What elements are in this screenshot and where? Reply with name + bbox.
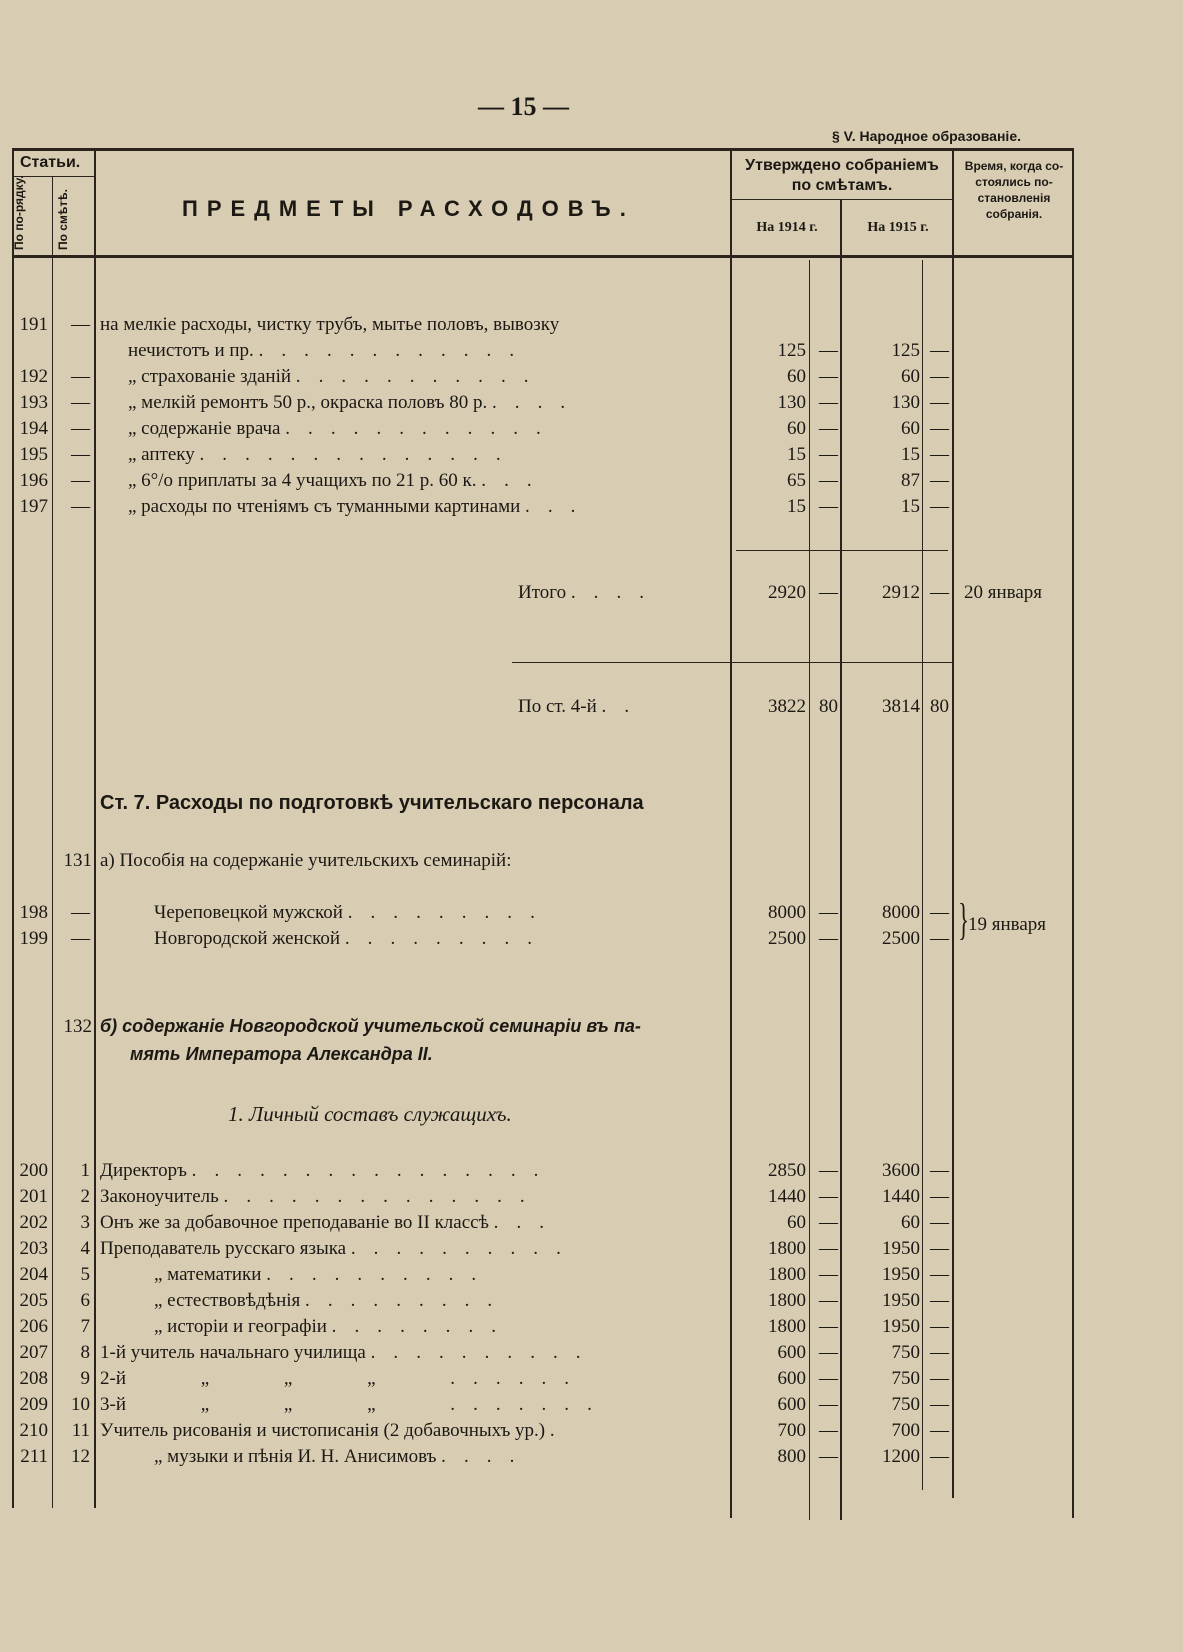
row-k1914: — [819, 1446, 838, 1467]
row-k1914: — [819, 418, 838, 439]
row-k1914: — [819, 1342, 838, 1363]
row-text-label: „ математики [154, 1264, 262, 1285]
po-st-label: По ст. 4-й . . [518, 696, 636, 717]
row-v1915: 1950 [882, 1290, 920, 1311]
row-text: 2-й „ „ „ . . . . . . [100, 1368, 576, 1389]
itogo-k1915: — [930, 582, 949, 603]
row-k1914: — [819, 1160, 838, 1181]
sub-b-line1: б) содержаніе Новгородской учительской семинаріи въ па- [100, 1016, 641, 1036]
col-rule-1914 [840, 199, 842, 1520]
row-text-label: „ 6°/о приплаты за 4 учащихъ по 21 р. 60 к. [128, 470, 477, 491]
row-k1915: — [930, 340, 949, 361]
row-v1914: 600 [777, 1368, 806, 1389]
row-line1: на мелкіе расходы, чистку трубъ, мытье половъ, вывозку [100, 314, 560, 335]
row-v1914: 600 [777, 1342, 806, 1363]
itogo-rule [736, 550, 948, 551]
row-v1914: 1800 [768, 1238, 806, 1259]
row-v1915: 1950 [882, 1316, 920, 1337]
row-text: „ аптеку . . . . . . . . . . . . . . [128, 444, 508, 465]
row-smeta: — [71, 366, 90, 387]
row-no: 192 [19, 366, 48, 387]
row-k1915: — [930, 1446, 949, 1467]
row-no: 201 [19, 1186, 48, 1207]
row-text-label: „ музыки и пѣнія И. Н. Анисимовъ [154, 1446, 437, 1467]
row-text: „ расходы по чтеніямъ съ туманными картинами . . . [128, 496, 583, 517]
row-v1915: 1950 [882, 1238, 920, 1259]
col-rule-k1915 [922, 260, 923, 1490]
row-text: Череповецкой мужской . . . . . . . . . [154, 902, 542, 923]
row-no: 199 [19, 928, 48, 949]
row-text-label: Новгородской женской [154, 928, 341, 949]
row-k1914: — [819, 1212, 838, 1233]
row-k1914: — [819, 928, 838, 949]
sub-b-line2: мять Императора Александра II. [130, 1044, 433, 1064]
row-v1915: 8000 [882, 902, 920, 923]
po-st-v1915: 3814 [882, 696, 920, 717]
po-st-k1915: 80 [930, 696, 949, 717]
row-smeta: 6 [80, 1290, 90, 1311]
row-v1914: 15 [787, 444, 806, 465]
row-smeta: 2 [80, 1186, 90, 1207]
row-k1915: — [930, 1316, 949, 1337]
row-k1915: — [930, 366, 949, 387]
row-k1914: — [819, 470, 838, 491]
row-k1914: — [819, 1368, 838, 1389]
col-rule-right [1072, 148, 1074, 1518]
row-k1914: — [819, 392, 838, 413]
row-smeta: 11 [71, 1420, 90, 1441]
po-st-k1914: 80 [819, 696, 838, 717]
row-smeta: 4 [80, 1238, 90, 1259]
row-smeta: 7 [80, 1316, 90, 1337]
row-no: 211 [20, 1446, 48, 1467]
row-v1915: 700 [891, 1420, 920, 1441]
row-v1914: 2850 [768, 1160, 806, 1181]
col-rule-1915 [952, 148, 954, 1498]
row-text-label: Преподаватель русскаго языка [100, 1238, 347, 1259]
header-statyi: Статьи. [20, 154, 81, 171]
row-v1914: 130 [777, 392, 806, 413]
row-text-label: „ страхованіе зданій [128, 366, 292, 387]
row-smeta: 1 [80, 1160, 90, 1181]
row-smeta: — [71, 928, 90, 949]
row-k1915: — [930, 444, 949, 465]
row-v1915: 87 [901, 470, 920, 491]
itogo-k1914: — [819, 582, 838, 603]
row-text: „ музыки и пѣнія И. Н. Анисимовъ . . . . [154, 1446, 521, 1467]
itogo-label-text: Итого [518, 582, 567, 603]
row-text: „ мелкій ремонтъ 50 р., окраска половъ 80 р. . . . . [128, 392, 572, 413]
row-smeta: 12 [71, 1446, 90, 1467]
date-a: 19 января [968, 914, 1047, 935]
row-text: „ содержаніе врача . . . . . . . . . . . . [128, 418, 548, 439]
row-smeta: — [71, 418, 90, 439]
row-k1915: — [930, 496, 949, 517]
row-k1915: — [930, 1368, 949, 1389]
row-text-label: 1-й учитель начальнаго училища [100, 1342, 366, 1363]
col-rule-no [52, 176, 53, 1508]
row-no: 206 [19, 1316, 48, 1337]
po-st-label-text: По ст. 4-й [518, 696, 597, 717]
row-no: 204 [19, 1264, 48, 1285]
pos-st-rule [512, 662, 952, 663]
row-text-label: „ естествовѣдѣнія [154, 1290, 301, 1311]
row-smeta: 8 [80, 1342, 90, 1363]
row-v1914: 1800 [768, 1264, 806, 1285]
row-text-label: „ расходы по чтеніямъ съ туманными картинами [128, 496, 521, 517]
row-v1914: 800 [777, 1446, 806, 1467]
row-v1914: 1800 [768, 1316, 806, 1337]
st7-title: Ст. 7. Расходы по подготовкѣ учительскаго персонала [100, 792, 644, 814]
row-v1915: 130 [891, 392, 920, 413]
row-v1914: 1440 [768, 1186, 806, 1207]
row-k1915: — [930, 1160, 949, 1181]
row-no: 210 [19, 1420, 48, 1441]
row-k1915: — [930, 1420, 949, 1441]
row-k1914: — [819, 444, 838, 465]
row-no: 207 [19, 1342, 48, 1363]
row-v1914: 700 [777, 1420, 806, 1441]
row-v1915: 3600 [882, 1160, 920, 1181]
row-no: 200 [19, 1160, 48, 1181]
row-text: „ математики . . . . . . . . . . [154, 1264, 483, 1285]
row-text: „ страхованіе зданій . . . . . . . . . . . [128, 366, 536, 387]
row-v1915: 750 [891, 1342, 920, 1363]
itogo-v1914: 2920 [768, 582, 806, 603]
row-text: „ естествовѣдѣнія . . . . . . . . . [154, 1290, 499, 1311]
row-no: 198 [19, 902, 48, 923]
row-v1915: 2500 [882, 928, 920, 949]
row-k1915: — [930, 1290, 949, 1311]
row-k1914: — [819, 340, 838, 361]
row-smeta: 3 [80, 1212, 90, 1233]
row-k1915: — [930, 1212, 949, 1233]
header-na-1914: На 1914 г. [756, 220, 818, 235]
row-k1915: — [930, 1186, 949, 1207]
row-text-label: 2-й „ „ „ [100, 1368, 376, 1389]
row-no: 205 [19, 1290, 48, 1311]
row-k1915: — [930, 418, 949, 439]
row-v1915: 60 [901, 418, 920, 439]
col-rule-k1914 [809, 260, 810, 1520]
sub-b-smeta: 132 [63, 1016, 92, 1037]
row-text-label: 3-й „ „ „ [100, 1394, 376, 1415]
row-text-label: Череповецкой мужской [154, 902, 343, 923]
row-k1914: — [819, 1290, 838, 1311]
row-text-label: нечистотъ и пр. [128, 340, 254, 361]
row-text: Законоучитель . . . . . . . . . . . . . . [100, 1186, 532, 1207]
header-na-1915: На 1915 г. [867, 220, 929, 235]
row-smeta: — [71, 496, 90, 517]
row-v1914: 1800 [768, 1290, 806, 1311]
row-v1914: 60 [787, 418, 806, 439]
row-text: Преподаватель русскаго языка . . . . . . . . . . [100, 1238, 568, 1259]
row-k1914: — [819, 1238, 838, 1259]
row-k1914: — [819, 366, 838, 387]
row-v1914: 8000 [768, 902, 806, 923]
row-v1914: 125 [777, 340, 806, 361]
po-st-v1914: 3822 [768, 696, 806, 717]
header-predmety: ПРЕДМЕТЫ РАСХОДОВЪ. [182, 196, 635, 221]
row-v1915: 750 [891, 1368, 920, 1389]
row-v1914: 60 [787, 1212, 806, 1233]
row-text: Директоръ . . . . . . . . . . . . . . . . [100, 1160, 546, 1181]
row-text-label: Директоръ [100, 1160, 187, 1181]
row-k1915: — [930, 902, 949, 923]
row-text: 1-й учитель начальнаго училища . . . . . . . . . . [100, 1342, 588, 1363]
header-po-smete: По смѣтѣ. [56, 189, 70, 250]
sub-a-text: а) Пособія на содержаніе учительскихъ семинарій: [100, 850, 512, 871]
row-smeta: 5 [80, 1264, 90, 1285]
row-v1915: 60 [901, 366, 920, 387]
row-k1914: — [819, 1420, 838, 1441]
row-no: 208 [19, 1368, 48, 1389]
row-smeta: — [71, 444, 90, 465]
row-v1914: 15 [787, 496, 806, 517]
row-v1914: 600 [777, 1394, 806, 1415]
col-rule-predmety [730, 148, 732, 1518]
row-v1915: 1440 [882, 1186, 920, 1207]
row-no: 202 [19, 1212, 48, 1233]
row-v1914: 2500 [768, 928, 806, 949]
row-v1915: 125 [891, 340, 920, 361]
row-v1915: 1200 [882, 1446, 920, 1467]
lichny-sostav: 1. Личный составъ служащихъ. [228, 1102, 512, 1126]
page-number: — 15 — [478, 92, 569, 121]
row-k1915: — [930, 1342, 949, 1363]
row-text: 3-й „ „ „ . . . . . . . [100, 1394, 599, 1415]
row-v1915: 60 [901, 1212, 920, 1233]
row-k1915: — [930, 1238, 949, 1259]
row-no: 191 [19, 314, 48, 335]
row-text: нечистотъ и пр. . . . . . . . . . . . . [128, 340, 521, 361]
row-text: Новгородской женской . . . . . . . . . [154, 928, 539, 949]
row-text: „ 6°/о приплаты за 4 учащихъ по 21 р. 60 к. . . . [128, 470, 539, 491]
row-smeta: 10 [71, 1394, 90, 1415]
row-k1914: — [819, 496, 838, 517]
row-v1915: 750 [891, 1394, 920, 1415]
header-po-poryadku: По по-рядку. [12, 175, 26, 250]
header-bottom-rule [12, 255, 1074, 258]
row-text-label: „ содержаніе врача [128, 418, 281, 439]
row-smeta: — [71, 392, 90, 413]
itogo-date: 20 января [964, 582, 1043, 603]
row-smeta: — [71, 314, 90, 335]
row-k1915: — [930, 470, 949, 491]
date-a-brace: } [958, 895, 969, 944]
row-text-label: Учитель рисованія и чистописанія (2 добавочныхъ ур.) [100, 1420, 546, 1441]
header-vremya: Время, когда со-стоялись по-становленія собранія. [964, 159, 1064, 221]
row-k1915: — [930, 1264, 949, 1285]
header-top-rule [12, 148, 1074, 151]
row-k1914: — [819, 1394, 838, 1415]
row-k1915: — [930, 392, 949, 413]
row-k1914: — [819, 902, 838, 923]
row-no: 194 [19, 418, 48, 439]
itogo-label: Итого . . . . [518, 582, 651, 603]
row-k1914: — [819, 1316, 838, 1337]
row-k1915: — [930, 1394, 949, 1415]
row-smeta: 9 [80, 1368, 90, 1389]
row-text-label: Онъ же за добавочное преподаваніе во II классѣ [100, 1212, 489, 1233]
row-text: Онъ же за добавочное преподаваніе во II классѣ . . . [100, 1212, 551, 1233]
row-text-label: „ исторіи и географіи [154, 1316, 327, 1337]
row-no: 195 [19, 444, 48, 465]
row-no: 196 [19, 470, 48, 491]
row-smeta: — [71, 470, 90, 491]
row-v1914: 60 [787, 366, 806, 387]
row-v1915: 15 [901, 444, 920, 465]
section-title: § V. Народное образованіе. [832, 128, 1021, 144]
header-utv-rule [732, 199, 952, 200]
row-v1915: 15 [901, 496, 920, 517]
row-v1914: 65 [787, 470, 806, 491]
row-text-label: „ мелкій ремонтъ 50 р., окраска половъ 80 р. [128, 392, 488, 413]
row-k1914: — [819, 1264, 838, 1285]
row-smeta: — [71, 902, 90, 923]
row-no: 209 [19, 1394, 48, 1415]
header-utverzhdeno: Утверждено собраніемъ по смѣтамъ. [745, 157, 939, 194]
row-text: „ исторіи и географіи . . . . . . . . [154, 1316, 503, 1337]
sub-a-smeta: 131 [63, 850, 92, 871]
row-v1915: 1950 [882, 1264, 920, 1285]
row-k1914: — [819, 1186, 838, 1207]
row-no: 203 [19, 1238, 48, 1259]
col-rule-smeta [94, 148, 96, 1508]
row-text-label: „ аптеку [128, 444, 195, 465]
itogo-v1915: 2912 [882, 582, 920, 603]
row-text: Учитель рисованія и чистописанія (2 добавочныхъ ур.) . [100, 1420, 562, 1441]
row-no: 193 [19, 392, 48, 413]
row-no: 197 [19, 496, 48, 517]
row-k1915: — [930, 928, 949, 949]
row-text-label: Законоучитель [100, 1186, 219, 1207]
